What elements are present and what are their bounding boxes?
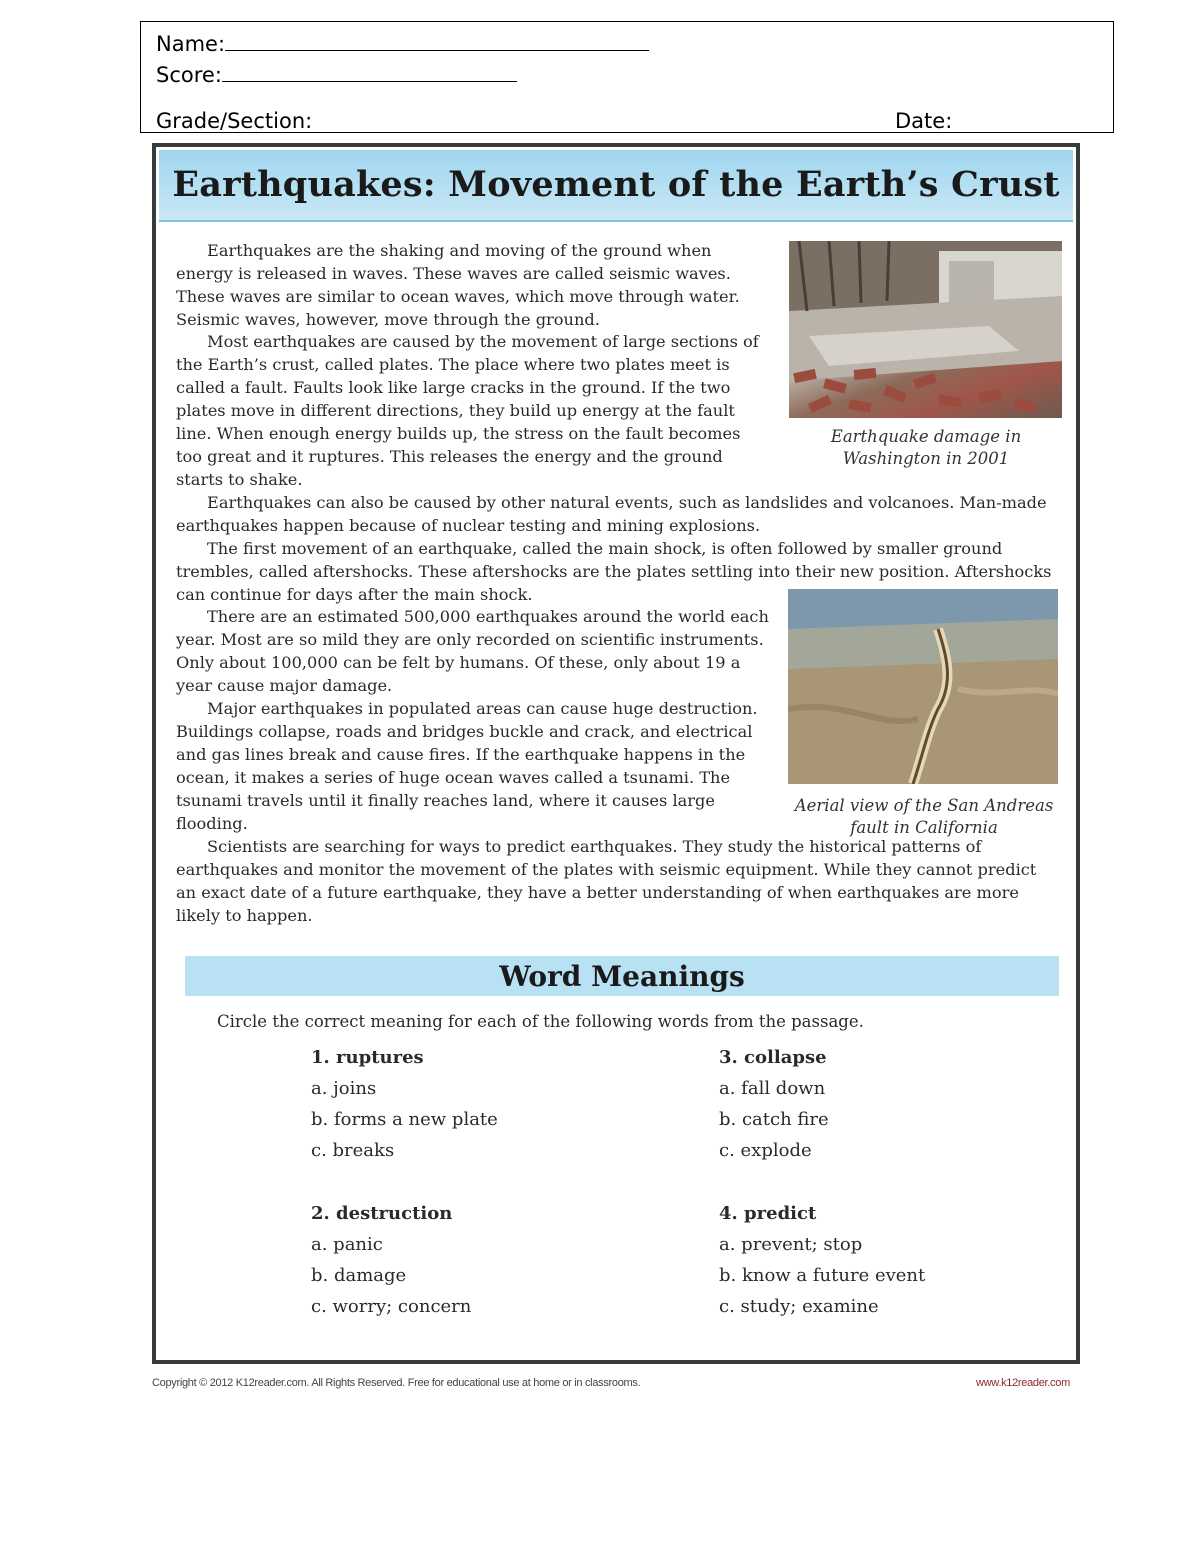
answer-option[interactable]: b. know a future event bbox=[719, 1265, 926, 1286]
answer-option[interactable]: b. damage bbox=[311, 1265, 407, 1286]
photo-caption: Aerial view of the San Andreas fault in California bbox=[794, 796, 1054, 837]
worksheet bbox=[152, 143, 1080, 1364]
question-word: 3. collapse bbox=[719, 1047, 827, 1068]
score-blank-line[interactable] bbox=[222, 61, 517, 82]
name-row bbox=[156, 30, 649, 56]
worksheet-title: Earthquakes: Movement of the Earth’s Crust bbox=[172, 164, 1060, 205]
answer-option[interactable]: c. worry; concern bbox=[311, 1296, 472, 1317]
answer-option[interactable]: a. joins bbox=[311, 1078, 377, 1099]
title-banner bbox=[159, 150, 1073, 222]
website-link[interactable]: www.k12reader.com bbox=[976, 1377, 1070, 1389]
answer-option[interactable]: a. prevent; stop bbox=[719, 1234, 863, 1255]
question-word: 2. destruction bbox=[311, 1203, 453, 1224]
passage-paragraph: Most earthquakes are caused by the movement of large sections of the Earth’s crust, called plates. The place where two plates meet is called a fault. Faults look like large cracks in the ground. If the two plates move in different directions, they build up energy at the fault line. When enough energy builds up, the stress on the fault becomes too great and it ruptures. This releases the energy and the ground starts to shake. bbox=[176, 332, 759, 489]
passage-paragraph: The first movement of an earthquake, called the main shock, is often followed by smaller ground trembles, called aftershocks. These aftershocks are the plates settling into their new position. Aftershocks can continue for days after the main shock. bbox=[176, 539, 1052, 604]
question-predict bbox=[719, 1203, 925, 1327]
student-info-box bbox=[140, 21, 1114, 133]
instructions: Circle the correct meaning for each of the following words from the passage. bbox=[217, 1012, 864, 1031]
answer-option[interactable]: c. study; examine bbox=[719, 1296, 879, 1317]
word-meanings-title: Word Meanings bbox=[499, 960, 745, 993]
copyright-notice: Copyright © 2012 K12reader.com. All Rights Reserved. Free for educational use at home or in classrooms. bbox=[152, 1377, 641, 1389]
question-ruptures bbox=[311, 1047, 498, 1171]
passage-paragraph: Earthquakes can also be caused by other natural events, such as landslides and volcanoes. Man-made earthquakes happen because of nuclear testing and mining explosions. bbox=[176, 493, 1047, 535]
date-label: Date: bbox=[895, 109, 953, 133]
passage-paragraph: Major earthquakes in populated areas can cause huge destruction. Buildings collapse, roads and bridges buckle and crack, and electrical and gas lines break and cause fires. If the earthquake happens in the ocean, it makes a series of huge ocean waves called a tsunami. The tsunami travels until it finally reaches land, where it causes large flooding. bbox=[176, 699, 758, 833]
answer-option[interactable]: a. panic bbox=[311, 1234, 383, 1255]
score-row bbox=[156, 61, 517, 87]
answer-option[interactable]: c. explode bbox=[719, 1140, 812, 1161]
name-blank-line[interactable] bbox=[225, 30, 649, 51]
word-meanings-banner bbox=[185, 956, 1059, 996]
answer-option[interactable]: a. fall down bbox=[719, 1078, 826, 1099]
san-andreas-fault-photo bbox=[788, 589, 1058, 784]
answer-option[interactable]: c. breaks bbox=[311, 1140, 395, 1161]
question-destruction bbox=[311, 1203, 471, 1327]
passage-paragraph: There are an estimated 500,000 earthquakes around the world each year. Most are so mild they are only recorded on scientific instruments. Only about 100,000 can be felt by humans. Of these, only about 19 a year cause major damage. bbox=[176, 607, 769, 695]
photo-caption: Earthquake damage in Washington in 2001 bbox=[830, 427, 1022, 468]
question-collapse bbox=[719, 1047, 829, 1171]
question-word: 1. ruptures bbox=[311, 1047, 424, 1068]
grade-section-label: Grade/Section: bbox=[156, 109, 313, 133]
passage-paragraph: Scientists are searching for ways to predict earthquakes. They study the historical patterns of earthquakes and monitor the movement of the plates with seismic equipment. While they cannot predict an exact date of a future earthquake, they have a better understanding of when earthquakes are more likely to happen. bbox=[176, 837, 1037, 925]
question-word: 4. predict bbox=[719, 1203, 817, 1224]
name-label: Name: bbox=[156, 32, 226, 56]
answer-option[interactable]: b. catch fire bbox=[719, 1109, 829, 1130]
passage-paragraph: Earthquakes are the shaking and moving of the ground when energy is released in waves. These waves are called seismic waves. These waves are similar to ocean waves, which move through water. Seismic waves, however, move through the ground. bbox=[176, 241, 740, 329]
score-label: Score: bbox=[156, 63, 222, 87]
earthquake-damage-photo bbox=[789, 241, 1062, 418]
answer-option[interactable]: b. forms a new plate bbox=[311, 1109, 498, 1130]
